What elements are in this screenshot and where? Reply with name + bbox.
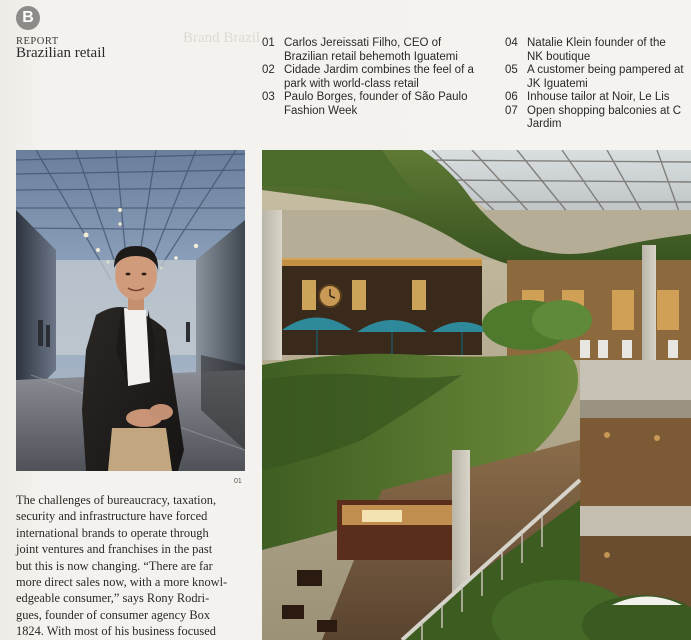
caption-item: [505, 91, 691, 105]
caption-line: JK Iguatemi: [527, 77, 588, 90]
caption-line: A customer being pampered at: [527, 64, 684, 76]
caption-item: [262, 64, 490, 91]
caption-number: 06: [505, 91, 518, 103]
caption-number: 02: [262, 64, 275, 76]
caption-line: Jardim: [527, 118, 562, 130]
body-line: gues, founder of consumer agency Box: [16, 607, 211, 622]
captions-column-right: [505, 37, 691, 132]
mall-interior-photo: [262, 150, 691, 640]
caption-line: NK boutique: [527, 50, 591, 63]
body-line: security and infrastructure have forced: [16, 509, 208, 524]
caption-line: Brazilian retail behemoth Iguatemi: [284, 50, 458, 63]
photo-number: 01: [234, 478, 242, 485]
caption-line: Open shopping balconies at C: [527, 104, 682, 117]
body-line: The challenges of bureaucracy, taxation,: [16, 493, 217, 507]
caption-item: [262, 91, 490, 118]
section-label: REPORT: [16, 36, 59, 47]
caption-text: [527, 91, 691, 105]
caption-line: Fashion Week: [284, 104, 358, 117]
caption-number: 03: [262, 91, 275, 103]
body-line: edgeable consumer,” says Rony Rodri-: [16, 591, 210, 606]
caption-number: 05: [505, 64, 518, 76]
caption-number: 01: [262, 37, 275, 49]
body-line: joint ventures and franchises in the past: [16, 542, 213, 557]
caption-number: 04: [505, 37, 518, 49]
article-body: [16, 492, 248, 640]
caption-item: [262, 37, 490, 64]
caption-line: Cidade Jardim combines the feel of a: [284, 64, 474, 76]
captions-column-left: [262, 37, 490, 118]
body-line: 1824. With most of his business focused: [16, 624, 216, 639]
caption-line: Carlos Jereissati Filho, CEO of: [284, 37, 442, 49]
body-line: international brands to operate through: [16, 525, 209, 540]
caption-text: [284, 37, 490, 64]
caption-item: [505, 37, 691, 64]
section-badge: B: [16, 6, 40, 30]
caption-text: [527, 105, 691, 132]
caption-line: Inhouse tailor at Noir, Le Lis: [527, 91, 670, 103]
caption-text: [284, 91, 490, 118]
body-line: more direct sales now, with a more knowl-: [16, 575, 228, 590]
caption-line: Paulo Borges, founder of São Paulo: [284, 91, 468, 103]
caption-item: [505, 105, 691, 132]
section-title: Brazilian retail: [16, 45, 106, 61]
body-line: but this is now changing. “There are far: [16, 558, 213, 573]
portrait-photo: [16, 150, 245, 471]
caption-line: Natalie Klein founder of the: [527, 37, 666, 49]
bleed-through-heading: Brand Brazil: [183, 30, 261, 46]
caption-number: 07: [505, 104, 518, 117]
caption-text: [527, 64, 691, 91]
caption-line: park with world-class retail: [284, 77, 419, 90]
caption-item: [505, 64, 691, 91]
caption-text: [527, 37, 691, 64]
caption-text: [284, 64, 490, 91]
